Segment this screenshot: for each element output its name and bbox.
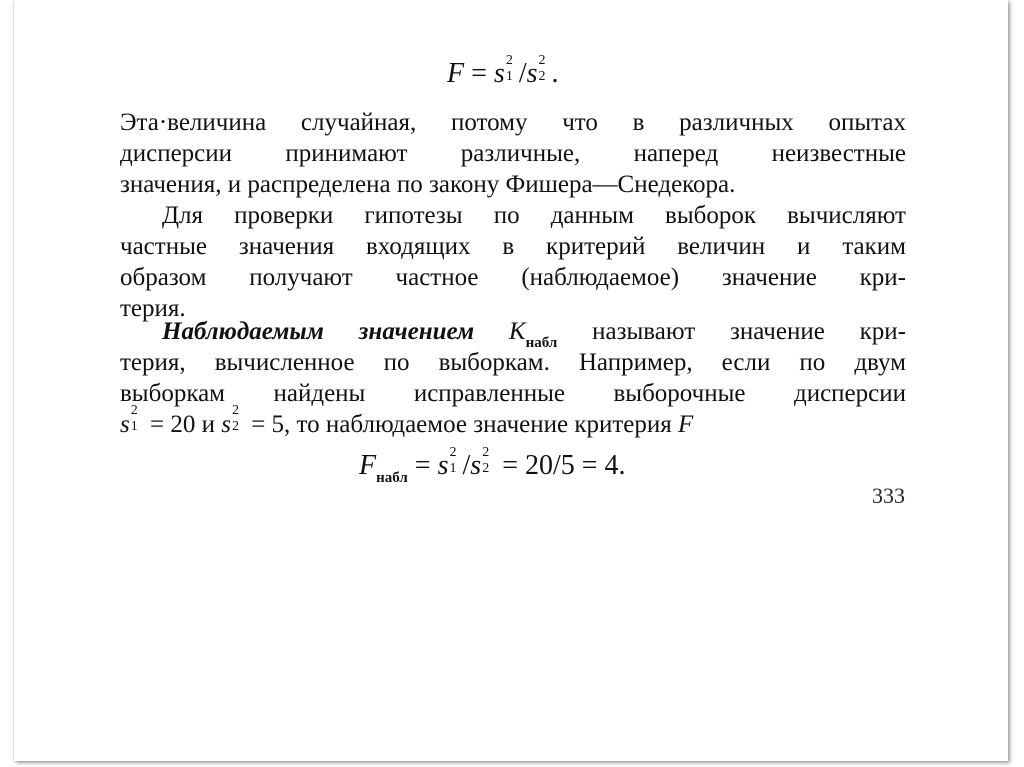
formula-f-observed — [359, 445, 626, 486]
formula-f-definition — [447, 53, 559, 89]
text-line: Для проверки гипотезы по данным выборок вычисляют — [162, 202, 906, 229]
s1-sup-sub — [130, 403, 144, 434]
k-subscript: набл — [525, 335, 558, 351]
text-line: значения, и распределена по закону Фишера—Снедекора. — [120, 171, 736, 198]
sup-2: 2 — [538, 53, 546, 68]
formula-sup-sub-2 — [481, 445, 495, 476]
formula-symbol-f: F — [447, 58, 465, 89]
page-number-text: 333 — [872, 483, 905, 508]
k-symbol: K — [508, 318, 526, 345]
text-line: терия, вычисленное по выборкам. Например, если по двум — [120, 349, 906, 376]
variance-values-line — [120, 403, 906, 440]
sub-1: 1 — [505, 69, 513, 84]
formula-sup-sub-1 — [449, 445, 463, 476]
s1-sup: 2 — [130, 403, 138, 418]
s2-sup: 2 — [231, 403, 239, 418]
definition-line — [120, 316, 906, 351]
criterion-f-symbol: F — [678, 411, 694, 438]
formula-equals: = — [464, 58, 494, 89]
formula-slash: / — [518, 58, 527, 89]
s2-sup-sub — [231, 403, 245, 434]
sub-2: 2 — [482, 461, 490, 476]
s1-value: = 20 и — [143, 411, 222, 438]
s1-sub: 1 — [130, 419, 138, 434]
sub-2: 2 — [538, 69, 546, 84]
formula-symbol-s2: s — [470, 450, 482, 481]
formula-result: = 20/5 = 4. — [495, 450, 626, 481]
sup-2: 2 — [482, 445, 490, 460]
sup-1: 2 — [449, 445, 457, 460]
s1-symbol: s — [120, 411, 130, 438]
text-line: Эта·величина случайная, потому что в различных опытах — [120, 109, 906, 136]
formula-f-subscript: набл — [376, 470, 408, 486]
formula-symbol-s1: s — [437, 450, 449, 481]
paragraph-observed-value — [120, 316, 906, 440]
definition-rest: называют значение кри- — [557, 318, 906, 345]
formula-symbol-f: F — [359, 450, 377, 481]
paragraph-hypothesis-check — [120, 200, 906, 324]
text-line: дисперсии принимают различные, наперед неизвестные — [120, 140, 906, 167]
definition-term: Наблюдаемым значением — [162, 318, 475, 345]
formula-symbol-s2: s — [526, 58, 538, 89]
s2-symbol: s — [221, 411, 231, 438]
formula-sup-sub-2 — [538, 53, 552, 84]
text-line: образом получают частное (наблюдаемое) значение кри- — [120, 264, 906, 291]
paragraph-random-variable — [120, 107, 906, 200]
s2-sub: 2 — [231, 419, 239, 434]
text-line: частные значения входящих в критерий величин и таким — [120, 233, 906, 260]
s2-value-and-text: = 5, то наблюдаемое значение критерия — [244, 411, 679, 438]
document-page — [14, 0, 1008, 761]
formula-period: . — [551, 58, 559, 89]
formula-slash: / — [462, 450, 471, 481]
page-number — [872, 483, 905, 508]
formula-sup-sub-1 — [505, 53, 519, 84]
formula-symbol-s1: s — [493, 58, 505, 89]
text-line: выборкам найдены исправленные выборочные дисперсии — [120, 380, 906, 407]
text-line: терия. — [120, 295, 186, 322]
formula-equals: = — [407, 450, 438, 481]
sub-1: 1 — [449, 461, 457, 476]
sup-1: 2 — [505, 53, 513, 68]
